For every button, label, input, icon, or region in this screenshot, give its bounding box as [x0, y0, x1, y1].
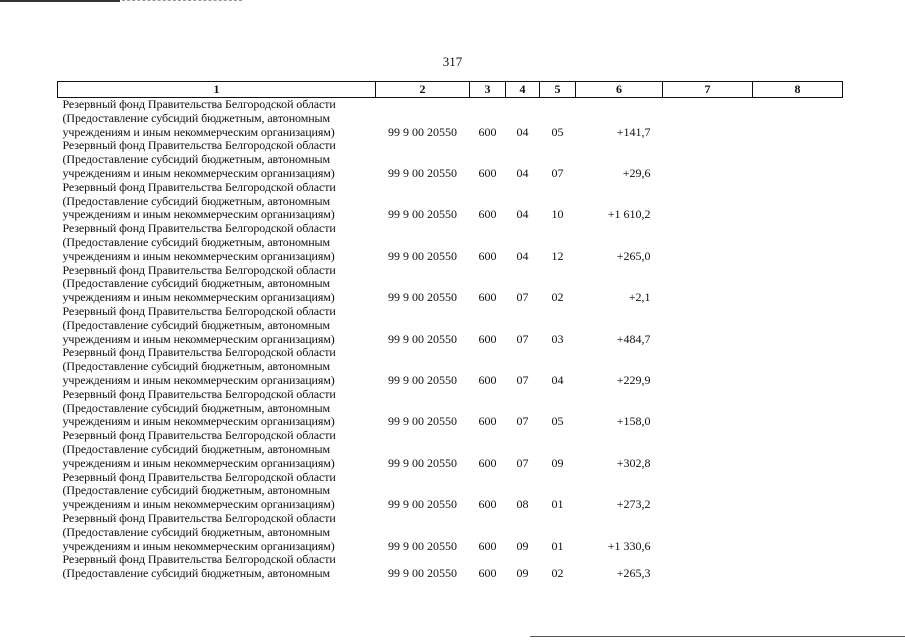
- cell-expense-type: 600: [478, 566, 497, 581]
- column-header: 3: [470, 82, 506, 98]
- cell-amount: +229,9: [616, 372, 651, 387]
- page-number: 317: [442, 54, 463, 69]
- cell-empty: [663, 181, 753, 222]
- cell-amount: +265,3: [616, 566, 651, 581]
- row-description: [58, 429, 376, 470]
- cell-subsection: 01: [551, 538, 564, 553]
- cell-expense-type: 600: [478, 124, 497, 139]
- cell-section: 07: [516, 414, 529, 429]
- description-line: (Предоставление субсидий бюджетным, автономным: [62, 317, 330, 332]
- cell-amount: +265,0: [616, 248, 651, 263]
- description-line: учреждениям и иным некоммерческим организациям): [62, 207, 335, 222]
- column-header: 5: [540, 82, 576, 98]
- description-line: учреждениям и иным некоммерческим организациям): [62, 414, 335, 429]
- cell-empty: [663, 553, 753, 581]
- cell-subsection: 05: [551, 414, 564, 429]
- description-line: (Предоставление субсидий бюджетным, автономным: [62, 276, 330, 291]
- description-line: Резервный фонд Правительства Белгородской области: [62, 469, 336, 484]
- table-row: [58, 305, 843, 346]
- cell-empty: [663, 388, 753, 429]
- budget-table: [57, 81, 843, 581]
- table-row: [58, 98, 843, 140]
- cell-empty: [663, 139, 753, 180]
- row-description: [58, 305, 376, 346]
- cell-target-code: 99 9 00 20550: [388, 165, 457, 180]
- cell-empty: [663, 346, 753, 387]
- cell-empty: [663, 264, 753, 305]
- cell-empty: [663, 471, 753, 512]
- cell-target-code: 99 9 00 20550: [388, 207, 457, 222]
- scan-artifact-line: [0, 0, 120, 2]
- cell-empty: [753, 553, 843, 581]
- description-line: учреждениям и иным некоммерческим организациям): [62, 290, 335, 305]
- cell-empty: [663, 429, 753, 470]
- cell-subsection: 02: [551, 566, 564, 581]
- cell-subsection: 09: [551, 455, 564, 470]
- description-line: (Предоставление субсидий бюджетным, автономным: [62, 483, 330, 498]
- table-row: [58, 471, 843, 512]
- row-description: [58, 139, 376, 180]
- row-description: [58, 181, 376, 222]
- row-description: [58, 512, 376, 553]
- cell-empty: [753, 222, 843, 263]
- cell-section: 07: [516, 290, 529, 305]
- column-header: 6: [576, 82, 663, 98]
- cell-amount: +29,6: [622, 165, 651, 180]
- table-row: [58, 512, 843, 553]
- cell-section: 09: [516, 538, 529, 553]
- column-header: 4: [506, 82, 540, 98]
- cell-section: 04: [516, 248, 529, 263]
- cell-empty: [753, 512, 843, 553]
- description-line: Резервный фонд Правительства Белгородской области: [62, 138, 336, 153]
- description-line: Резервный фонд Правительства Белгородской области: [62, 345, 336, 360]
- cell-amount: +158,0: [616, 414, 651, 429]
- cell-expense-type: 600: [478, 414, 497, 429]
- description-line: (Предоставление субсидий бюджетным, автономным: [62, 400, 330, 415]
- description-line: (Предоставление субсидий бюджетным, автономным: [62, 524, 330, 539]
- cell-expense-type: 600: [478, 248, 497, 263]
- description-line: Резервный фонд Правительства Белгородской области: [62, 262, 336, 277]
- cell-expense-type: 600: [478, 207, 497, 222]
- description-line: (Предоставление субсидий бюджетным, автономным: [62, 359, 330, 374]
- cell-target-code: 99 9 00 20550: [388, 566, 457, 581]
- cell-empty: [753, 139, 843, 180]
- column-header: 2: [376, 82, 470, 98]
- cell-target-code: 99 9 00 20550: [388, 124, 457, 139]
- cell-empty: [663, 512, 753, 553]
- row-description: [58, 346, 376, 387]
- cell-empty: [753, 264, 843, 305]
- cell-empty: [753, 388, 843, 429]
- column-header: 1: [58, 82, 376, 98]
- cell-target-code: 99 9 00 20550: [388, 372, 457, 387]
- cell-empty: [663, 98, 753, 140]
- description-line: (Предоставление субсидий бюджетным, автономным: [62, 234, 330, 249]
- table-row: [58, 222, 843, 263]
- cell-subsection: 02: [551, 290, 564, 305]
- cell-subsection: 05: [551, 124, 564, 139]
- cell-expense-type: 600: [478, 372, 497, 387]
- description-line: (Предоставление субсидий бюджетным, автономным: [62, 566, 330, 581]
- cell-subsection: 10: [551, 207, 564, 222]
- cell-subsection: 07: [551, 165, 564, 180]
- cell-empty: [753, 305, 843, 346]
- description-line: (Предоставление субсидий бюджетным, автономным: [62, 110, 330, 125]
- cell-amount: +1 610,2: [607, 207, 651, 222]
- column-header: 8: [753, 82, 843, 98]
- cell-empty: [753, 429, 843, 470]
- scan-artifact-line: [122, 0, 242, 2]
- description-line: (Предоставление субсидий бюджетным, автономным: [62, 193, 330, 208]
- row-description: [58, 553, 376, 581]
- description-line: учреждениям и иным некоммерческим организациям): [62, 497, 335, 512]
- description-line: Резервный фонд Правительства Белгородской области: [62, 179, 336, 194]
- description-line: Резервный фонд Правительства Белгородской области: [62, 552, 336, 567]
- description-line: учреждениям и иным некоммерческим организациям): [62, 331, 335, 346]
- cell-target-code: 99 9 00 20550: [388, 248, 457, 263]
- cell-section: 04: [516, 165, 529, 180]
- table-body: [58, 98, 843, 581]
- cell-expense-type: 600: [478, 290, 497, 305]
- cell-amount: +1 330,6: [607, 538, 651, 553]
- cell-empty: [753, 471, 843, 512]
- cell-empty: [663, 222, 753, 263]
- cell-section: 09: [516, 566, 529, 581]
- description-line: учреждениям и иным некоммерческим организациям): [62, 248, 335, 263]
- cell-target-code: 99 9 00 20550: [388, 290, 457, 305]
- description-line: учреждениям и иным некоммерческим организациям): [62, 165, 335, 180]
- cell-amount: +302,8: [616, 455, 651, 470]
- cell-target-code: 99 9 00 20550: [388, 497, 457, 512]
- description-line: Резервный фонд Правительства Белгородской области: [62, 510, 336, 525]
- scan-artifact-line: [530, 636, 905, 637]
- table-row: [58, 139, 843, 180]
- cell-empty: [753, 181, 843, 222]
- cell-amount: +484,7: [616, 331, 651, 346]
- cell-expense-type: 600: [478, 497, 497, 512]
- cell-expense-type: 600: [478, 165, 497, 180]
- cell-subsection: 04: [551, 372, 564, 387]
- description-line: Резервный фонд Правительства Белгородской области: [62, 221, 336, 236]
- cell-subsection: 12: [551, 248, 564, 263]
- cell-section: 07: [516, 372, 529, 387]
- column-header: 7: [663, 82, 753, 98]
- cell-section: 08: [516, 497, 529, 512]
- row-description: [58, 388, 376, 429]
- cell-target-code: 99 9 00 20550: [388, 414, 457, 429]
- cell-subsection: 03: [551, 331, 564, 346]
- description-line: учреждениям и иным некоммерческим организациям): [62, 538, 335, 553]
- cell-expense-type: 600: [478, 455, 497, 470]
- cell-empty: [663, 305, 753, 346]
- cell-empty: [753, 346, 843, 387]
- table-header-row: [58, 82, 843, 98]
- cell-empty: [753, 98, 843, 140]
- description-line: Резервный фонд Правительства Белгородской области: [62, 303, 336, 318]
- table-row: [58, 181, 843, 222]
- table-row: [58, 429, 843, 470]
- cell-section: 07: [516, 455, 529, 470]
- description-line: (Предоставление субсидий бюджетным, автономным: [62, 152, 330, 167]
- description-line: Резервный фонд Правительства Белгородской области: [62, 428, 336, 443]
- description-line: (Предоставление субсидий бюджетным, автономным: [62, 441, 330, 456]
- cell-amount: +141,7: [616, 124, 651, 139]
- cell-subsection: 01: [551, 497, 564, 512]
- row-description: [58, 98, 376, 140]
- cell-amount: +2,1: [628, 290, 651, 305]
- cell-target-code: 99 9 00 20550: [388, 538, 457, 553]
- cell-section: 07: [516, 331, 529, 346]
- table-row: [58, 388, 843, 429]
- cell-target-code: 99 9 00 20550: [388, 331, 457, 346]
- table-row: [58, 264, 843, 305]
- table-row: [58, 346, 843, 387]
- description-line: Резервный фонд Правительства Белгородской области: [62, 386, 336, 401]
- cell-section: 04: [516, 207, 529, 222]
- cell-amount: +273,2: [616, 497, 651, 512]
- description-line: учреждениям и иным некоммерческим организациям): [62, 455, 335, 470]
- cell-target-code: 99 9 00 20550: [388, 455, 457, 470]
- row-description: [58, 264, 376, 305]
- row-description: [58, 222, 376, 263]
- row-description: [58, 471, 376, 512]
- cell-expense-type: 600: [478, 331, 497, 346]
- table-row: [58, 553, 843, 581]
- description-line: учреждениям и иным некоммерческим организациям): [62, 372, 335, 387]
- cell-section: 04: [516, 124, 529, 139]
- description-line: Резервный фонд Правительства Белгородской области: [62, 97, 336, 111]
- description-line: учреждениям и иным некоммерческим организациям): [62, 124, 335, 139]
- cell-expense-type: 600: [478, 538, 497, 553]
